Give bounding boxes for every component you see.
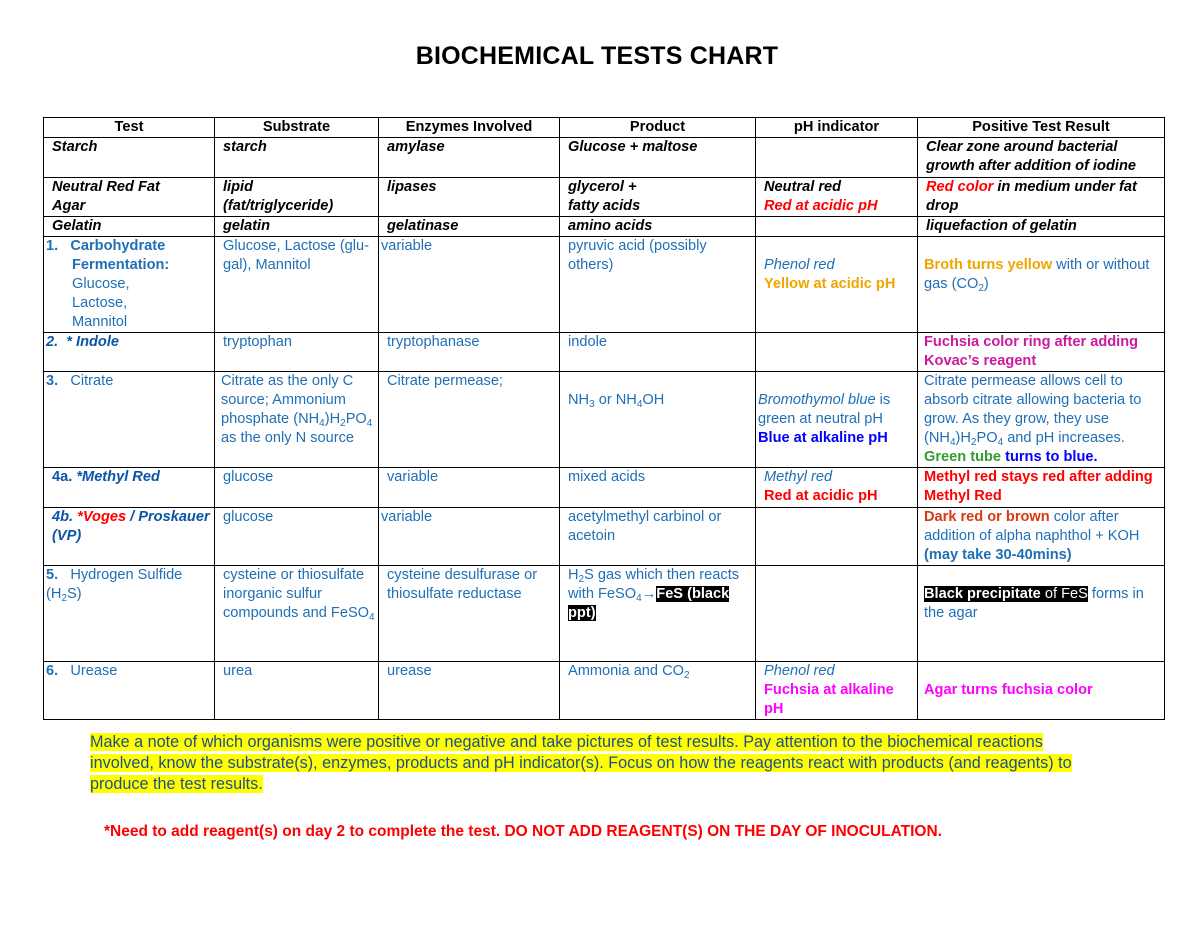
cell-result: Black precipitate of FeS forms in the agar [918,566,1165,662]
header-test: Test [44,118,215,138]
cell-product: $H_2S$ gas which then reacts with FeSO$_4$→FeS (black ppt) [560,566,756,662]
cell-test: 5. Hydrogen Sulfide $(H_2S)$ [44,566,215,662]
header-substrate: Substrate [215,118,379,138]
cell-product: mixed acids [560,468,756,508]
cell-result: Red color in medium under fat drop [918,178,1165,217]
table-row [44,217,1165,237]
cell-product: indole [560,333,756,372]
cell-substrate: starch [215,138,379,178]
cell-product: glycerol + fatty acids [560,178,756,217]
cell-test: Gelatin [44,217,215,237]
instruction-note: Make a note of which organisms were positive or negative and take pictures of test results. Pay attention to the biochemical reactions involved, know the substrate(s), enzymes, products and pH indicator(s). Focus on how the reagents react with products (and reagents) to produce the test results. [90,733,1072,793]
table-row [44,237,1165,333]
cell-product: Ammonia and $CO_2$ [560,662,756,720]
page-title: BIOCHEMICAL TESTS CHART [415,42,779,70]
cell-result: Dark red or brown color after addition of alpha naphthol + KOH (may take 30-40mins) [918,508,1165,566]
table-row [44,178,1165,217]
cell-enzyme: variable [379,237,560,333]
cell-enzyme: amylase [379,138,560,178]
cell-result: Citrate permease allows cell to absorb citrate allowing bacteria to grow. As they grow, they use $(NH_4)H_2PO_4$ and pH increases. Green tube turns to blue. [918,372,1165,468]
cell-ph [756,566,918,662]
cell-substrate: glucose [215,468,379,508]
table-row [44,662,1165,720]
cell-ph: Methyl red Red at acidic pH [756,468,918,508]
cell-substrate: cysteine or thiosulfate inorganic sulfur compounds and FeSO$_4$ [215,566,379,662]
cell-enzyme: gelatinase [379,217,560,237]
header-ph-indicator: pH indicator [756,118,918,138]
cell-substrate: Glucose, Lactose (glu-gal), Mannitol [215,237,379,333]
cell-test: Neutral Red Fat Agar [44,178,215,217]
cell-ph [756,217,918,237]
cell-result: liquefaction of gelatin [918,217,1165,237]
cell-enzyme: variable [379,468,560,508]
table-row [44,333,1165,372]
cell-ph [756,508,918,566]
table-row [44,566,1165,662]
cell-result: Methyl red stays red after adding Methyl Red [918,468,1165,508]
cell-result: Agar turns fuchsia color [918,662,1165,720]
header-product: Product [560,118,756,138]
cell-substrate: urea [215,662,379,720]
cell-enzyme: Citrate permease; [379,372,560,468]
cell-result: Broth turns yellow with or without gas $(CO_2)$ [918,237,1165,333]
cell-test: Starch [44,138,215,178]
cell-result: Fuchsia color ring after adding Kovac’s reagent [918,333,1165,372]
cell-ph: Neutral red Red at acidic pH [756,178,918,217]
cell-substrate: glucose [215,508,379,566]
reagent-warning: *Need to add reagent(s) on day 2 to complete the test. DO NOT ADD REAGENT(S) ON THE DAY OF INOCULATION. [104,823,942,840]
cell-product: amino acids [560,217,756,237]
cell-enzyme: lipases [379,178,560,217]
cell-product: acetylmethyl carbinol or acetoin [560,508,756,566]
cell-ph [756,138,918,178]
table-row [44,508,1165,566]
biochemical-tests-table [43,117,1165,720]
cell-ph: Phenol red Fuchsia at alkaline pH [756,662,918,720]
cell-enzyme: urease [379,662,560,720]
cell-test: 4a. *Methyl Red [44,468,215,508]
cell-ph [756,333,918,372]
table-row [44,372,1165,468]
cell-substrate: tryptophan [215,333,379,372]
cell-test: 1. Carbohydrate Fermentation: Glucose, Lactose, Mannitol [44,237,215,333]
header-enzymes: Enzymes Involved [379,118,560,138]
table-header-row [44,118,1165,138]
cell-substrate: gelatin [215,217,379,237]
cell-result: Clear zone around bacterial growth after addition of iodine [918,138,1165,178]
table-row [44,138,1165,178]
cell-enzyme: cysteine desulfurase or thiosulfate reductase [379,566,560,662]
cell-product: pyruvic acid (possibly others) [560,237,756,333]
header-positive-result: Positive Test Result [918,118,1165,138]
cell-enzyme: variable [379,508,560,566]
cell-substrate: lipid (fat/triglyceride) [215,178,379,217]
cell-ph: Bromothymol blue is green at neutral pH Blue at alkaline pH [756,372,918,468]
cell-test: 2. * Indole [44,333,215,372]
cell-test: 6. Urease [44,662,215,720]
cell-enzyme: tryptophanase [379,333,560,372]
cell-product: $NH_3$ or $NH_4OH$ [560,372,756,468]
cell-test: 4b. *Voges / Proskauer (VP) [44,508,215,566]
cell-substrate: Citrate as the only C source; Ammonium phosphate $(NH_4)H_2PO_4$ as the only N source [215,372,379,468]
table-row [44,468,1165,508]
cell-ph: Phenol red Yellow at acidic pH [756,237,918,333]
cell-product: Glucose + maltose [560,138,756,178]
cell-test: 3. Citrate [44,372,215,468]
